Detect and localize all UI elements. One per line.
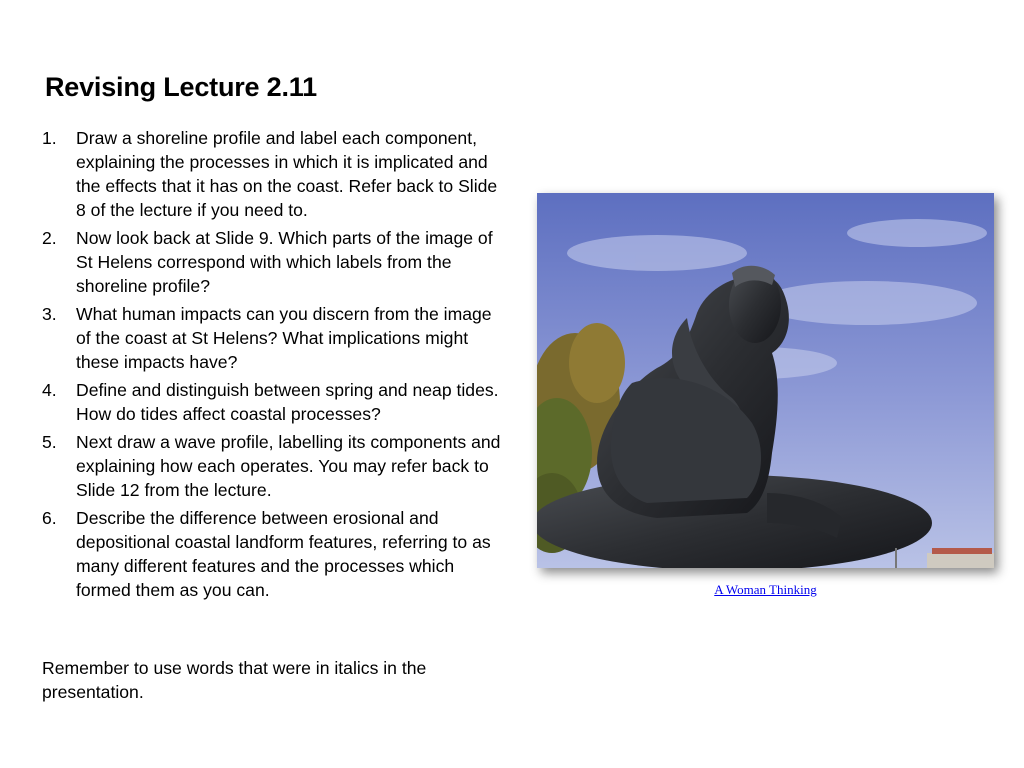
list-item xyxy=(42,506,504,602)
building-right xyxy=(927,548,994,568)
lamp-post xyxy=(895,548,897,568)
sculpture-photo xyxy=(537,193,994,568)
slide-title: Revising Lecture 2.11 xyxy=(45,72,317,102)
item-text: Define and distinguish between spring and neap tides. How do tides affect coastal processes? xyxy=(76,380,499,424)
item-number: 3. xyxy=(42,304,57,324)
list-item xyxy=(42,430,504,502)
list-item xyxy=(42,302,504,374)
item-number: 6. xyxy=(42,508,57,528)
question-list xyxy=(42,126,504,606)
list-item xyxy=(42,126,504,222)
remember-note: Remember to use words that were in italics in the presentation. xyxy=(42,658,427,702)
item-text: Describe the difference between erosional and depositional coastal landform features, referring to as many different features and the processes which formed them as you can. xyxy=(76,508,491,600)
item-number: 5. xyxy=(42,432,57,452)
item-text: Next draw a wave profile, labelling its components and explaining how each operates. You may refer back to Slide 12 from the lecture. xyxy=(76,432,501,500)
list-item xyxy=(42,226,504,298)
item-text: What human impacts can you discern from the image of the coast at St Helens? What implications might these impacts have? xyxy=(76,304,492,372)
item-text: Draw a shoreline profile and label each component, explaining the processes in which it is implicated and the effects that it has on the coast. Refer back to Slide 8 of the lecture if you need to. xyxy=(76,128,498,220)
item-number: 4. xyxy=(42,380,57,400)
item-number: 2. xyxy=(42,228,57,248)
item-text: Now look back at Slide 9. Which parts of the image of St Helens correspond with which labels from the shoreline profile? xyxy=(76,228,493,296)
item-number: 1. xyxy=(42,128,57,148)
image-caption-link[interactable]: A Woman Thinking xyxy=(714,582,817,597)
list-item xyxy=(42,378,504,426)
